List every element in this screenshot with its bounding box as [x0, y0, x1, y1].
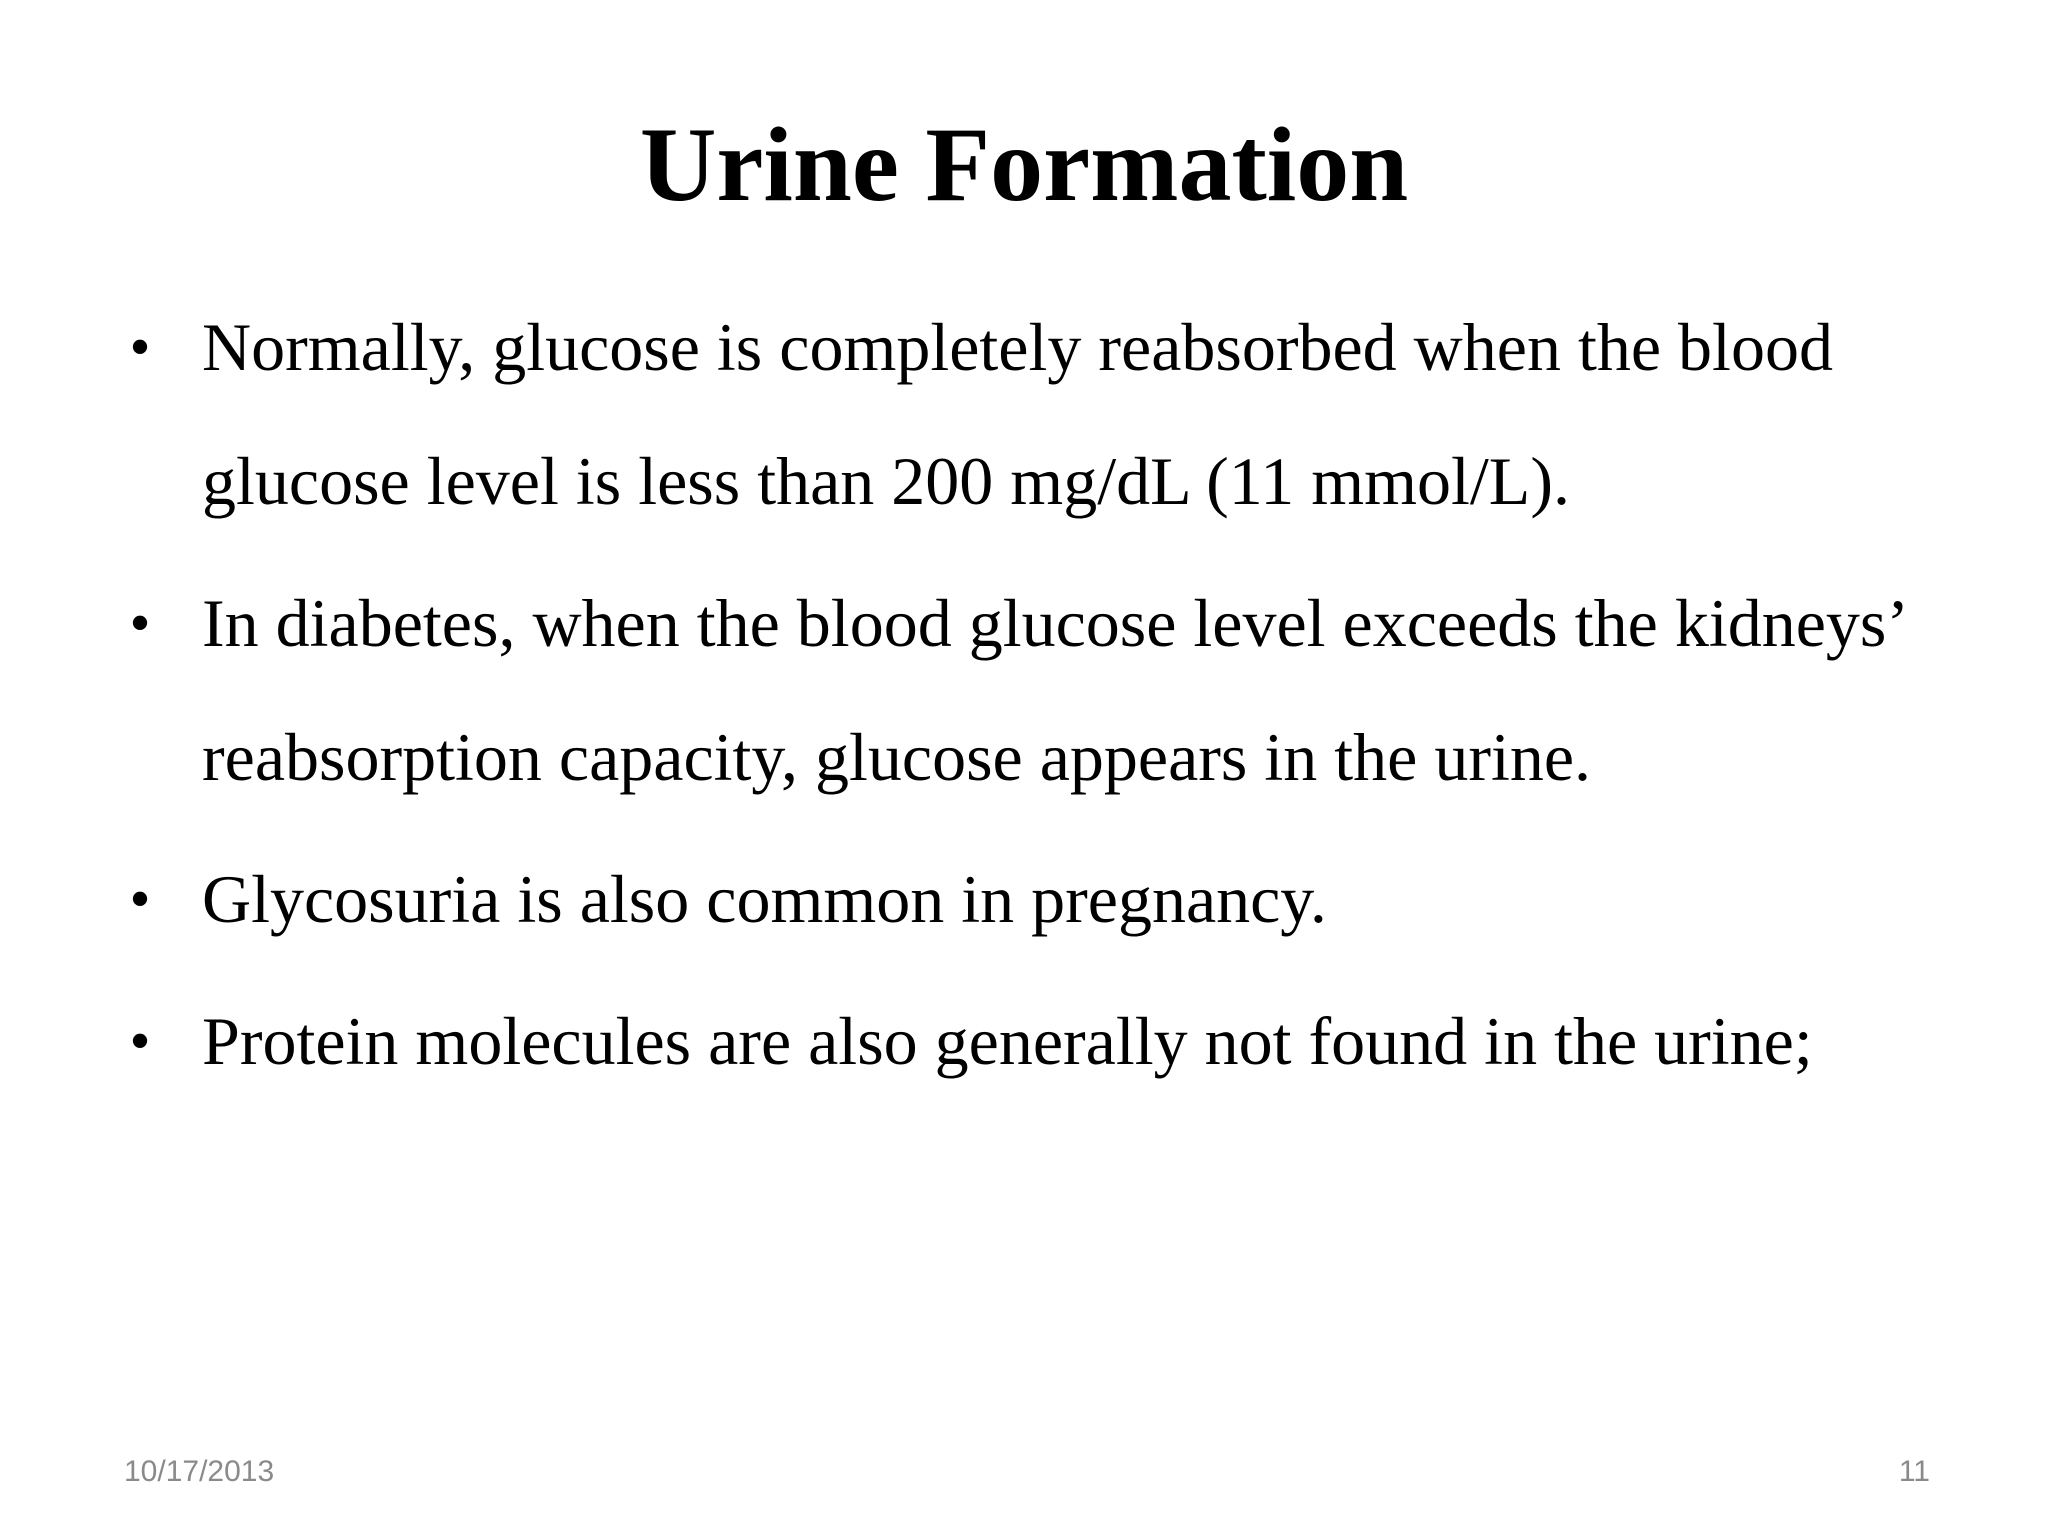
bullet-marker: • [129, 314, 151, 380]
bullet-marker: • [129, 866, 151, 932]
bullet-text: Protein molecules are also generally not found in the urine; [202, 1003, 1813, 1079]
slide-title: Urine Formation [639, 106, 1409, 223]
bullet-item-1 [120, 280, 1980, 548]
bullet-text: In diabetes, when the blood glucose level exceeds the kidneys’ reabsorption capacity, glucose appears in the urine. [202, 585, 1904, 795]
bullet-list [120, 280, 1980, 1116]
bullet-marker: • [129, 590, 151, 656]
bullet-text: Glycosuria is also common in pregnancy. [202, 861, 1327, 937]
bullet-item-3 [120, 832, 1980, 966]
bullet-item-2 [120, 556, 1980, 824]
bullet-text: Normally, glucose is completely reabsorbed when the blood glucose level is less than 200 mg/dL (11 mmol/L). [202, 309, 1833, 519]
bullet-item-4 [120, 974, 1980, 1108]
footer-page-number: 11 [1898, 1455, 1930, 1488]
bullet-marker: • [129, 1008, 151, 1074]
footer-date: 10/17/2013 [124, 1455, 275, 1488]
